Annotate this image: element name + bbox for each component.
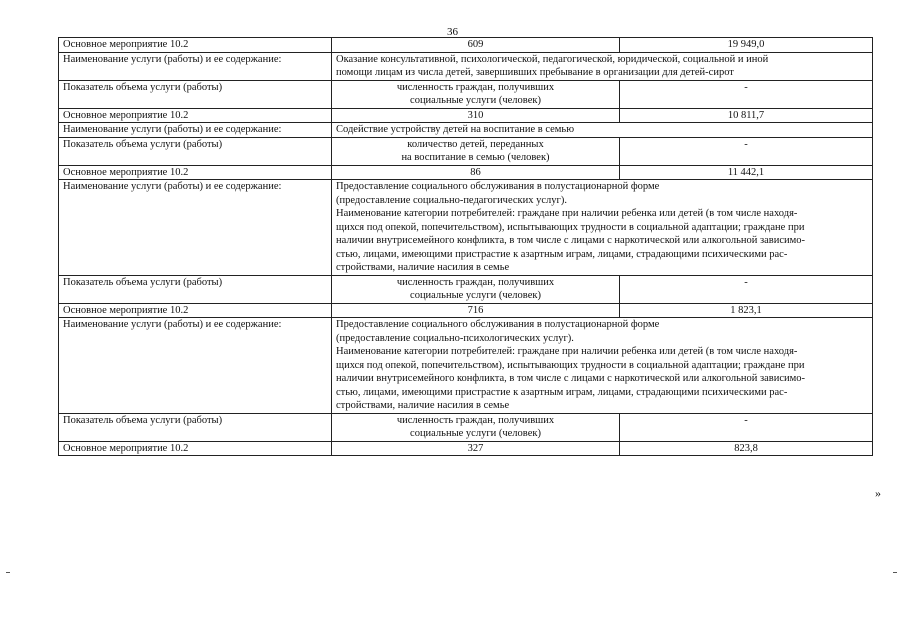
event-row	[59, 108, 873, 123]
service-label: Наименование услуги (работы) и ее содержание:	[59, 180, 332, 276]
indicator-label: Показатель объема услуги (работы)	[59, 80, 332, 108]
description-line: Оказание консультативной, психологической, педагогической, юридической, социальной и иной	[336, 53, 769, 65]
description-line: стью, лицами, имеющими пристрастие к азартным играм, лицами, страдающими психическими рас-	[336, 386, 788, 398]
indicator-row	[59, 137, 873, 165]
description-line: наличии внутрисемейного конфликта, в том числе с лицами с наркотической или алкогольной зависимо-	[336, 373, 806, 384]
service-row	[59, 52, 873, 80]
event-value: 86	[332, 165, 620, 180]
indicator-label: Показатель объема услуги (работы)	[59, 137, 332, 165]
indicator-unit	[332, 80, 620, 108]
unit-line: социальные услуги (человек)	[410, 290, 541, 301]
service-label: Наименование услуги (работы) и ее содержание:	[59, 123, 332, 138]
service-row	[59, 123, 873, 138]
description-line: Предоставление социального обслуживания в полустационарной форме	[336, 181, 660, 192]
indicator-amount: -	[620, 137, 873, 165]
document-table	[58, 37, 873, 456]
event-row	[59, 165, 873, 180]
description-line: Предоставление социального обслуживания в полустационарной форме	[336, 319, 660, 330]
event-value: 716	[332, 303, 620, 318]
event-amount: 11 442,1	[620, 165, 873, 180]
unit-line: численность граждан, получивших	[396, 81, 555, 93]
page-number: 36	[447, 26, 458, 38]
event-amount: 10 811,7	[620, 108, 873, 123]
unit-line: количество детей, переданных	[407, 138, 544, 150]
indicator-amount: -	[620, 275, 873, 303]
event-amount: 823,8	[620, 441, 873, 456]
service-description	[332, 52, 873, 80]
event-label: Основное мероприятие 10.2	[59, 108, 332, 123]
description-line: (предоставление социально-педагогических услуг).	[336, 194, 567, 206]
indicator-unit	[332, 413, 620, 441]
description-line: щихся под опекой, попечительством), испытывающих трудности в социальной адаптации; граждане при	[336, 221, 805, 233]
event-amount: 19 949,0	[620, 38, 873, 53]
event-label: Основное мероприятие 10.2	[59, 165, 332, 180]
indicator-row	[59, 80, 873, 108]
indicator-label: Показатель объема услуги (работы)	[59, 413, 332, 441]
indicator-amount: -	[620, 80, 873, 108]
service-label: Наименование услуги (работы) и ее содержание:	[59, 318, 332, 414]
service-label: Наименование услуги (работы) и ее содержание:	[59, 52, 332, 80]
indicator-amount: -	[620, 413, 873, 441]
indicator-row	[59, 275, 873, 303]
unit-line: социальные услуги (человек)	[410, 428, 541, 439]
closing-quote: »	[875, 486, 881, 500]
event-value: 327	[332, 441, 620, 456]
service-description	[332, 123, 873, 138]
description-line: щихся под опекой, попечительством), испытывающих трудности в социальной адаптации; граждане при	[336, 359, 805, 371]
event-row	[59, 38, 873, 53]
event-value: 310	[332, 108, 620, 123]
description-line: стройствами, наличие насилия в семье	[336, 262, 510, 273]
event-value: 609	[332, 38, 620, 53]
indicator-row	[59, 413, 873, 441]
description-line: стью, лицами, имеющими пристрастие к азартным играм, лицами, страдающими психическими рас-	[336, 248, 788, 260]
description-line: (предоставление социально-психологических услуг).	[336, 332, 574, 344]
event-label: Основное мероприятие 10.2	[59, 38, 332, 53]
description-line: наличии внутрисемейного конфликта, в том числе с лицами с наркотической или алкогольной зависимо-	[336, 235, 806, 246]
unit-line: численность граждан, получивших	[396, 414, 555, 426]
service-row	[59, 180, 873, 276]
indicator-unit	[332, 137, 620, 165]
event-row	[59, 303, 873, 318]
unit-line: социальные услуги (человек)	[410, 95, 541, 106]
description-line: Наименование категории потребителей: граждане при наличии ребенка или детей (в том числе находя-	[336, 208, 798, 219]
indicator-label: Показатель объема услуги (работы)	[59, 275, 332, 303]
edge-mark-right	[893, 572, 897, 573]
table-body	[59, 38, 873, 456]
indicator-unit	[332, 275, 620, 303]
service-row	[59, 318, 873, 414]
event-label: Основное мероприятие 10.2	[59, 441, 332, 456]
description-line: стройствами, наличие насилия в семье	[336, 400, 510, 411]
service-description	[332, 318, 873, 414]
description-line: Содействие устройству детей на воспитание в семью	[336, 124, 575, 135]
description-line: помощи лицам из числа детей, завершивших пребывание в организации для детей-сирот	[336, 67, 734, 78]
unit-line: на воспитание в семью (человек)	[401, 152, 550, 163]
service-description	[332, 180, 873, 276]
event-amount: 1 823,1	[620, 303, 873, 318]
unit-line: численность граждан, получивших	[396, 276, 555, 288]
event-row	[59, 441, 873, 456]
event-label: Основное мероприятие 10.2	[59, 303, 332, 318]
edge-mark-left	[6, 572, 10, 573]
description-line: Наименование категории потребителей: граждане при наличии ребенка или детей (в том числе находя-	[336, 346, 798, 357]
